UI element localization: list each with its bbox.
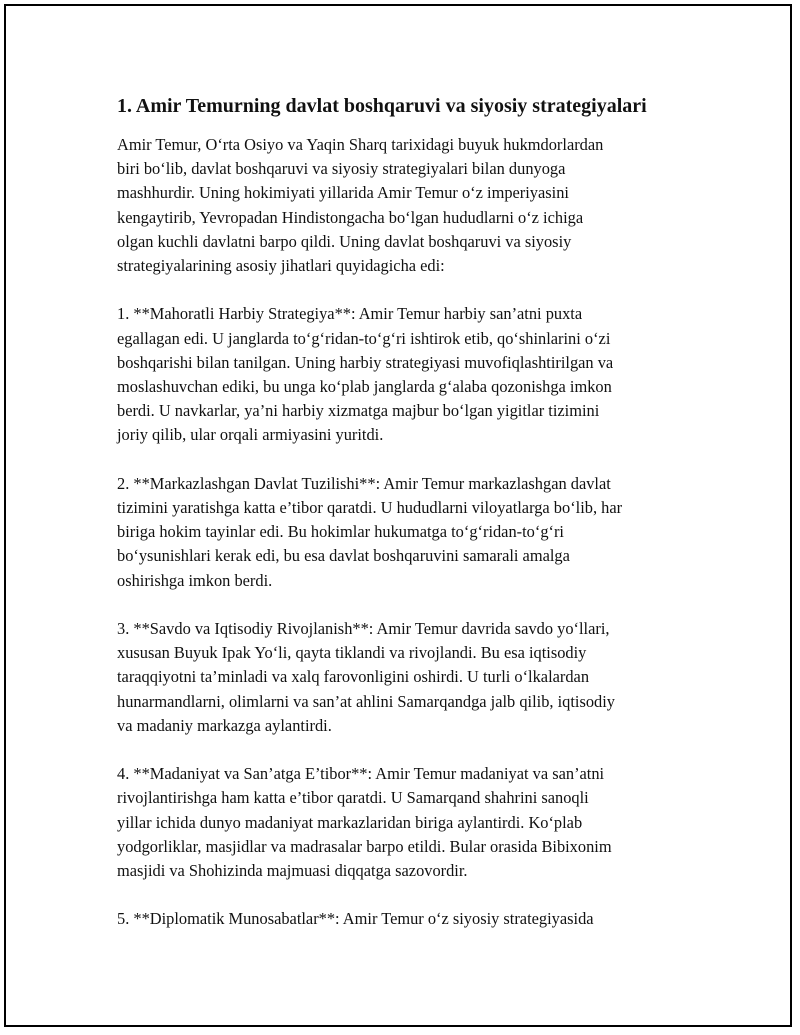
- paragraph-diplomacy: 5. **Diplomatik Munosabatlar**: Amir Temur o‘z siyosiy strategiyasida: [117, 909, 594, 929]
- paragraph-centralized-state: 2. **Markazlashgan Davlat Tuzilishi**: Amir Temur markazlashgan davlat tizimini yaratishga katta e’tibor qaratdi. U hududlarni viloyatlarga bo‘lib, har biriga hokim tayinlar edi. Bu hokimlar hukumatga to‘g‘ridan-to‘g‘ri bo‘ysunishlari kerak edi, bu esa davlat boshqaruvini samarali amalga oshirishga imkon berdi.: [117, 473, 623, 590]
- paragraph-culture-art: 4. **Madaniyat va San’atga E’tibor**: Amir Temur madaniyat va san’atni rivojlantirishga ham katta e’tibor qaratdi. U Samarqand shahrini sanoqli yillar ichida dunyo madaniyat markazlaridan biriga aylantirdi. Ko‘plab yodgorliklar, masjidlar va madrasalar barpo etildi. Bular orasida Bibixonim masjidi va Shohizinda majmuasi diqqatga sazovordir.: [117, 764, 612, 881]
- document-body: [117, 93, 697, 956]
- paragraph-military-strategy: 1. **Mahoratli Harbiy Strategiya**: Amir Temur harbiy san’atni puxta egallagan edi. U janglarda to‘g‘ridan-to‘g‘ri ishtirok etib, qo‘shinlarini o‘zi boshqarishi bilan tanilgan. Uning harbiy strategiyasi muvofiqlashtirilgan va moslashuvchan ediki, bu unga ko‘plab janglarda g‘alaba qozonishga imkon berdi. U navkarlar, ya’ni harbiy xizmatga majbur bo‘lgan yigitlar tizimini joriy qilib, ular orqali armiyasini yuritdi.: [117, 304, 614, 445]
- paragraph-intro: Amir Temur, O‘rta Osiyo va Yaqin Sharq tarixidagi buyuk hukmdorlardan biri bo‘lib, davlat boshqaruvi va siyosiy strategiyalari bilan dunyoga mashhurdir. Uning hokimiyati yillarida Amir Temur o‘z imperiyasini kengaytirib, Yevropadan Hindistongacha bo‘lgan hududlarni o‘z ichiga olgan kuchli davlatni barpo qildi. Uning davlat boshqaruvi va siyosiy strategiyalarining asosiy jihatlari quyidagicha edi:: [117, 135, 604, 276]
- document-title: 1. Amir Temurning davlat boshqaruvi va siyosiy strategiyalari: [117, 95, 647, 117]
- paragraph-trade-economy: 3. **Savdo va Iqtisodiy Rivojlanish**: Amir Temur davrida savdo yo‘llari, xususan Buyuk Ipak Yo‘li, qayta tiklandi va rivojlandi. Bu esa iqtisodiy taraqqiyotni ta’minladi va xalq farovonligini oshirdi. U turli o‘lkalardan hunarmandlarni, olimlarni va san’at ahlini Samarqandga jalb qilib, iqtisodiy va madaniy markazga aylantirdi.: [117, 619, 615, 735]
